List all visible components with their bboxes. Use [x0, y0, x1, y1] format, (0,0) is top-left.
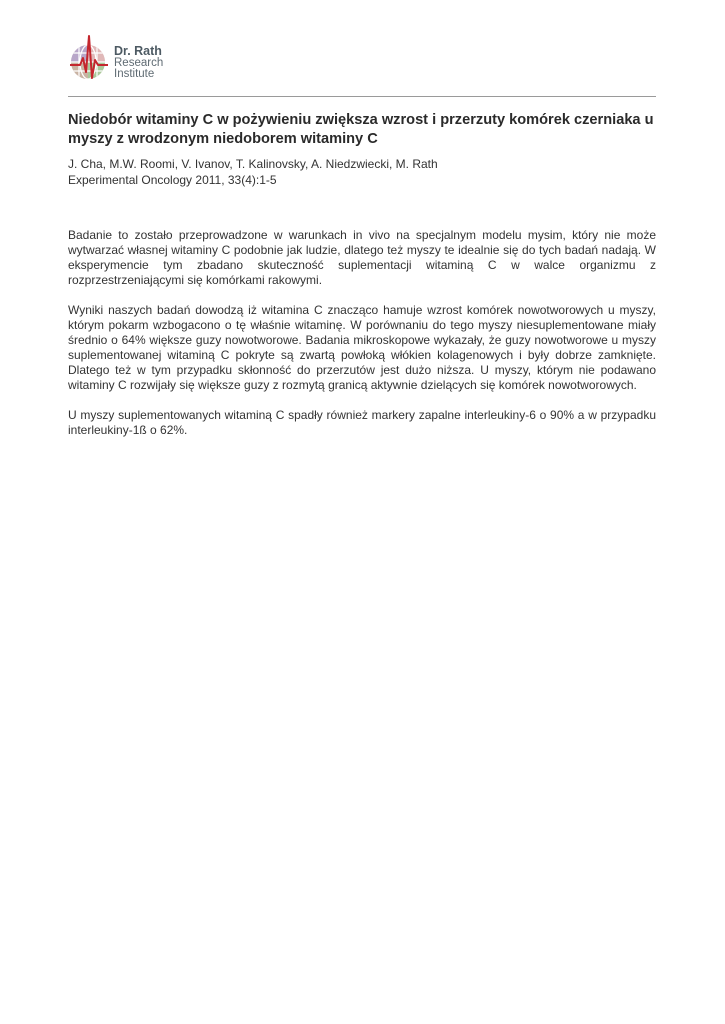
article-citation: Experimental Oncology 2011, 33(4):1-5: [68, 172, 277, 187]
logo-wordmark: [114, 46, 163, 81]
logo-brand-name: Dr. Rath: [114, 44, 162, 58]
body-paragraph: Wyniki naszych badań dowodzą iż witamina C znacząco hamuje wzrost komórek nowotworowych u myszy, którym pokarm wzbogacono o tę właśnie witaminę. W porównaniu do tego myszy niesuplementowane miały średnio o 64% większe guzy nowotworowe. Badania mikroskopowe wykazały, że guzy nowotworowe u myszy suplementowanej witaminą C pokryte są zwartą powłoką włókien kolagenowych i były dobrze zamknięte. Dlatego też w tym przypadku skłonność do przerzutów jest dużo niższa. U myszy, którym nie podawano witaminy C rozwijały się większe guzy z rozmytą granicą aktywnie dzielących się komórek nowotworowych.: [68, 303, 656, 392]
logo-line-institute: Institute: [114, 68, 155, 80]
article-title: Niedobór witaminy C w pożywieniu zwiększa wzrost i przerzuty komórek czerniaka u myszy z wrodzonym niedoborem witaminy C: [68, 112, 654, 147]
body-paragraph: U myszy suplementowanych witaminą C spadły również markery zapalne interleukiny-6 o 90% a w przypadku interleukiny-1ß o 62%.: [68, 408, 656, 437]
article-body: [68, 228, 656, 453]
logo-line-research: Research: [114, 56, 164, 69]
body-paragraph: Badanie to zostało przeprowadzone w warunkach in vivo na specjalnym modelu mysim, który nie może wytwarzać własnej witaminy C podobnie jak ludzie, dlatego też myszy te idealnie się do tych badań nadają. W eksperymencie tym zbadano skuteczność suplementacji witaminą C w walce organizmu z rozprzestrzeniającymi się komórkami rakowymi.: [68, 228, 656, 287]
article-authors: J. Cha, M.W. Roomi, V. Ivanov, T. Kalinovsky, A. Niedzwiecki, M. Rath: [68, 157, 438, 171]
article-meta: [68, 157, 656, 188]
header-divider: [68, 96, 656, 97]
dr-rath-logo-icon: [68, 34, 110, 86]
page-header: [68, 34, 658, 90]
